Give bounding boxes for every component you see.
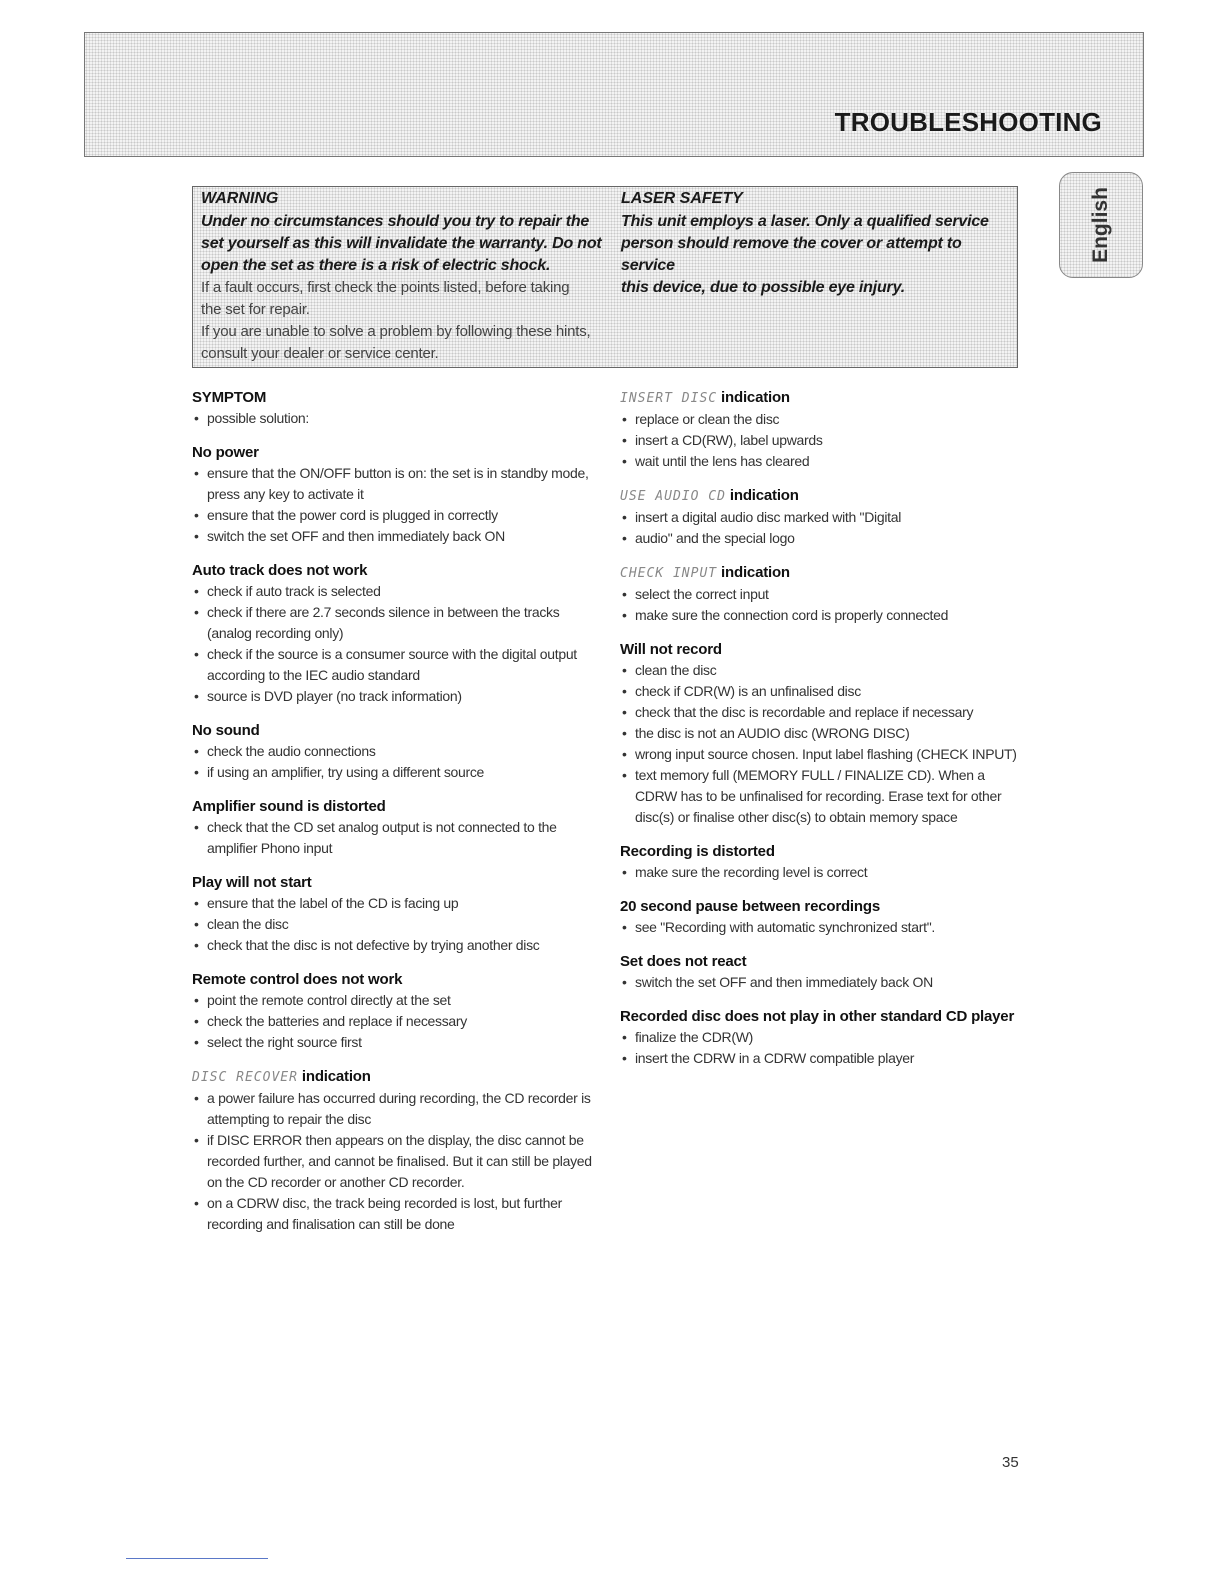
symptom-section	[192, 1066, 607, 1235]
symptom-title: Set does not react	[620, 953, 747, 970]
display-indication-text: CHECK INPUT	[620, 566, 718, 581]
symptom-title: Recording is distorted	[620, 843, 775, 860]
solution-list	[192, 817, 607, 859]
solution-item: • if using an amplifier, try using a different source	[192, 762, 607, 783]
page-title: TROUBLESHOOTING	[834, 107, 1102, 137]
symptom-title: Remote control does not work	[192, 971, 403, 988]
solution-item: • check if the source is a consumer source with the digital output according to the IEC audio standard	[192, 644, 607, 686]
solution-list	[620, 862, 1020, 883]
laser-safety-title: LASER SAFETY	[621, 190, 743, 207]
symptom-section	[620, 562, 1020, 626]
solution-item: • switch the set OFF and then immediately back ON	[620, 972, 1020, 993]
page-number: 35	[1002, 1454, 1019, 1471]
left-column	[192, 387, 607, 1248]
solution-item: • on a CDRW disc, the track being recorded is lost, but further recording and finalisation can still be done	[192, 1193, 607, 1235]
solution-list	[192, 581, 607, 707]
language-label: English	[1089, 187, 1112, 263]
symptom-title: Auto track does not work	[192, 562, 368, 579]
solution-list	[620, 660, 1020, 828]
symptom-section	[192, 969, 607, 1053]
indication-label: indication	[717, 389, 790, 406]
solution-item: • check the batteries and replace if necessary	[192, 1011, 607, 1032]
solution-item: • the disc is not an AUDIO disc (WRONG DISC)	[620, 723, 1020, 744]
symptom-title: Play will not start	[192, 874, 312, 891]
solution-item: • point the remote control directly at the set	[192, 990, 607, 1011]
symptom-section	[620, 841, 1020, 883]
symptom-title: No power	[192, 444, 259, 461]
solution-item: • wrong input source chosen. Input label flashing (CHECK INPUT)	[620, 744, 1020, 765]
warning-title: WARNING	[201, 190, 279, 207]
solution-item: • text memory full (MEMORY FULL / FINALIZE CD). When a CDRW has to be unfinalised for recording. Erase text for other disc(s) or finalise other disc(s) to obtain memory space	[620, 765, 1020, 828]
symptom-section	[192, 796, 607, 859]
symptom-section	[192, 560, 607, 707]
solution-item: • possible solution:	[192, 408, 607, 429]
solution-item: • insert the CDRW in a CDRW compatible player	[620, 1048, 1020, 1069]
symptom-section	[192, 387, 607, 429]
laser-safety-line: This unit employs a laser. Only a qualified service	[621, 213, 989, 230]
symptom-section	[620, 485, 1020, 549]
solution-item: • ensure that the power cord is plugged in correctly	[192, 505, 607, 526]
solution-item: • select the right source first	[192, 1032, 607, 1053]
warning-notice-box	[192, 186, 1018, 368]
solution-item: • insert a digital audio disc marked with "Digital	[620, 507, 1020, 528]
solution-item: • audio" and the special logo	[620, 528, 1020, 549]
symptom-title	[192, 1066, 607, 1088]
solution-item: • clean the disc	[620, 660, 1020, 681]
language-tab	[1059, 172, 1143, 278]
footer-rule	[126, 1558, 268, 1559]
solution-list	[192, 463, 607, 547]
solution-item: • see "Recording with automatic synchronized start".	[620, 917, 1020, 938]
symptom-section	[192, 720, 607, 783]
warning-hint-line: the set for repair.	[201, 301, 310, 318]
symptom-section	[192, 442, 607, 547]
warning-section	[201, 187, 611, 365]
solution-item: • ensure that the label of the CD is facing up	[192, 893, 607, 914]
solution-list	[192, 1088, 607, 1235]
solution-list	[620, 1027, 1020, 1069]
solution-list	[620, 584, 1020, 626]
solution-item: • check that the disc is not defective by trying another disc	[192, 935, 607, 956]
solution-item: • insert a CD(RW), label upwards	[620, 430, 1020, 451]
solution-list	[192, 893, 607, 956]
header-banner	[84, 32, 1144, 157]
indication-label: indication	[297, 1068, 371, 1085]
solution-list	[192, 741, 607, 783]
symptom-title	[620, 562, 1020, 584]
indication-label: indication	[717, 564, 790, 581]
solution-item: • check that the CD set analog output is not connected to the amplifier Phono input	[192, 817, 607, 859]
laser-safety-line: person should remove the cover or attempt to service	[621, 235, 962, 274]
warning-line: Under no circumstances should you try to repair the	[201, 213, 590, 230]
display-indication-text: USE AUDIO CD	[620, 489, 726, 504]
solution-item: • make sure the recording level is correct	[620, 862, 1020, 883]
solution-item: • switch the set OFF and then immediately back ON	[192, 526, 607, 547]
symptom-section	[620, 639, 1020, 828]
symptom-title: No sound	[192, 722, 260, 739]
warning-hint-line: consult your dealer or service center.	[201, 345, 439, 362]
warning-line: open the set as there is a risk of electric shock.	[201, 257, 551, 274]
right-column	[620, 387, 1020, 1082]
solution-list	[620, 409, 1020, 472]
solution-item: • source is DVD player (no track information)	[192, 686, 607, 707]
symptom-section	[620, 951, 1020, 993]
solution-list	[192, 990, 607, 1053]
display-indication-text: INSERT DISC	[620, 391, 718, 406]
solution-list	[192, 408, 607, 429]
symptom-title	[620, 485, 1020, 507]
solution-item: • check if CDR(W) is an unfinalised disc	[620, 681, 1020, 702]
solution-item: • ensure that the ON/OFF button is on: the set is in standby mode, press any key to activate it	[192, 463, 607, 505]
solution-item: • clean the disc	[192, 914, 607, 935]
solution-item: • check that the disc is recordable and replace if necessary	[620, 702, 1020, 723]
solution-item: • a power failure has occurred during recording, the CD recorder is attempting to repair the disc	[192, 1088, 607, 1130]
symptom-title: 20 second pause between recordings	[620, 898, 880, 915]
symptom-title: Recorded disc does not play in other standard CD player	[620, 1008, 1015, 1025]
symptom-title	[620, 387, 1020, 409]
solution-list	[620, 972, 1020, 993]
warning-hint-line: If you are unable to solve a problem by following these hints,	[201, 323, 591, 340]
symptom-section	[620, 387, 1020, 472]
solution-item: • if DISC ERROR then appears on the display, the disc cannot be recorded further, and cannot be finalised. But it can still be played on the CD recorder or another CD recorder.	[192, 1130, 607, 1193]
solution-item: • check if there are 2.7 seconds silence in between the tracks (analog recording only)	[192, 602, 607, 644]
solution-list	[620, 507, 1020, 549]
solution-item: • make sure the connection cord is properly connected	[620, 605, 1020, 626]
symptom-title: Amplifier sound is distorted	[192, 798, 386, 815]
display-indication-text: DISC RECOVER	[192, 1070, 298, 1085]
symptom-title: Will not record	[620, 641, 722, 658]
solution-item: • finalize the CDR(W)	[620, 1027, 1020, 1048]
solution-item: • select the correct input	[620, 584, 1020, 605]
solution-list	[620, 917, 1020, 938]
solution-item: • check if auto track is selected	[192, 581, 607, 602]
indication-label: indication	[725, 487, 799, 504]
symptom-title: SYMPTOM	[192, 389, 267, 406]
solution-item: • replace or clean the disc	[620, 409, 1020, 430]
laser-safety-section	[621, 187, 1013, 299]
symptom-section	[620, 896, 1020, 938]
laser-safety-line: this device, due to possible eye injury.	[621, 279, 905, 296]
warning-line: set yourself as this will invalidate the warranty. Do not	[201, 235, 602, 252]
symptom-section	[192, 872, 607, 956]
solution-item: • wait until the lens has cleared	[620, 451, 1020, 472]
solution-item: • check the audio connections	[192, 741, 607, 762]
symptom-section	[620, 1006, 1020, 1069]
warning-hint-line: If a fault occurs, first check the points listed, before taking	[201, 279, 570, 296]
